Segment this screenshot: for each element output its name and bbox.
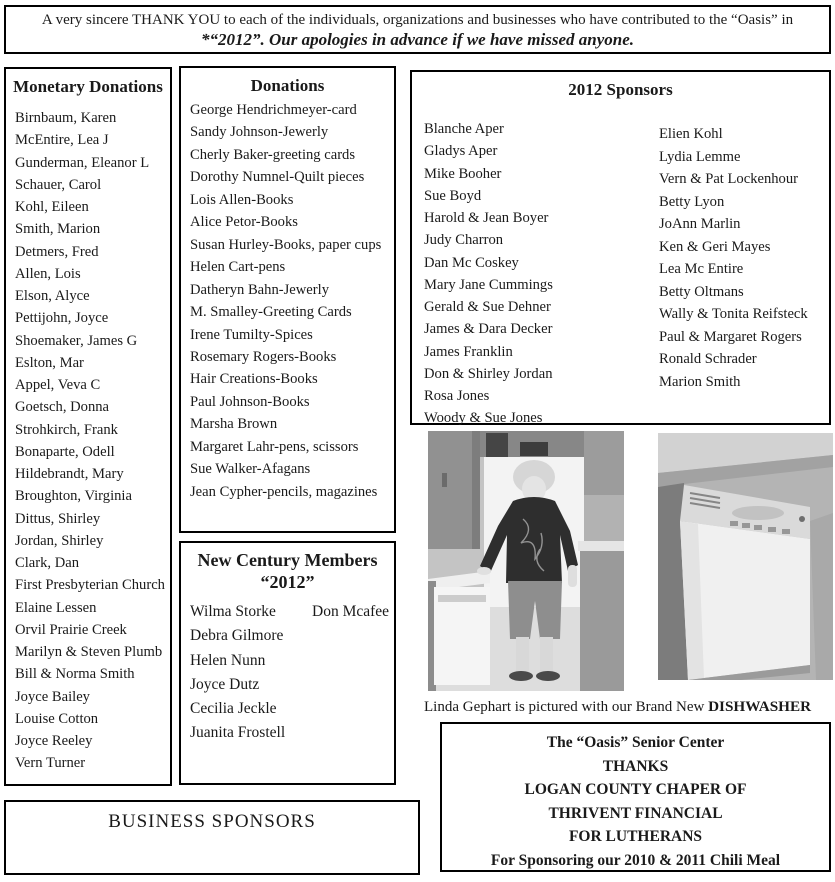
new-century-members-box	[179, 541, 396, 785]
list-item: Wilma Storke	[190, 603, 276, 620]
list-item: Gladys Aper	[424, 143, 498, 160]
list-item: Jean Cypher-pencils, magazines	[190, 483, 378, 500]
list-item: Marsha Brown	[190, 416, 278, 433]
list-item: Don & Shirley Jordan	[424, 365, 553, 382]
list-item: Alice Petor-Books	[190, 214, 298, 231]
list-item: Joyce Dutz	[190, 675, 260, 693]
list-item: Lea Mc Entire	[659, 261, 744, 277]
list-item: Wally & Tonita Reifsteck	[659, 306, 808, 322]
thanks-line: THANKS	[602, 757, 669, 775]
list-item: Sandy Johnson-Jewerly	[190, 124, 329, 141]
list-item: Betty Oltmans	[659, 283, 744, 300]
list-item: Louise Cotton	[15, 710, 99, 727]
list-item: Clark, Dan	[15, 555, 80, 571]
list-item: Betty Lyon	[659, 193, 725, 210]
list-item: Don Mcafee	[312, 603, 390, 620]
list-item: Shoemaker, James G	[15, 332, 138, 349]
photo-caption-text: Linda Gephart is pictured with our Brand New	[424, 699, 709, 715]
list-item: Dittus, Shirley	[15, 510, 101, 527]
dishwasher-photo	[658, 433, 833, 680]
list-item: Gerald & Sue Dehner	[424, 299, 551, 315]
list-item: Harold & Jean Boyer	[424, 210, 549, 226]
list-item: Jordan, Shirley	[15, 532, 104, 549]
list-item: Broughton, Virginia	[15, 488, 132, 505]
list-item: Datheryn Bahn-Jewerly	[190, 281, 329, 298]
donations-list	[181, 99, 394, 503]
list-item: Vern Turner	[15, 755, 86, 772]
list-item: George Hendrichmeyer-card	[190, 102, 357, 118]
list-item: Smith, Marion	[15, 221, 101, 238]
thrivent-thanks-box	[440, 722, 831, 872]
banner-line2: *“2012”. Our apologies in advance if we have missed anyone.	[200, 30, 634, 49]
list-item: Elien Kohl	[659, 126, 723, 142]
list-item: Rosa Jones	[424, 388, 490, 404]
monetary-donations-list	[6, 107, 170, 775]
list-item: Paul & Margaret Rogers	[659, 328, 802, 345]
donations-box	[179, 66, 396, 533]
photo-caption	[424, 698, 811, 716]
list-item: Ronald Schrader	[659, 351, 757, 367]
linda-gephart-photo	[428, 431, 624, 691]
list-item: Detmers, Fred	[15, 243, 99, 260]
list-item: Sue Boyd	[424, 187, 482, 204]
list-item: Debra Gilmore	[190, 627, 284, 645]
list-item: Sue Walker-Afagans	[190, 461, 311, 478]
sponsors-list-left	[424, 118, 553, 430]
list-item: Appel, Veva C	[15, 377, 101, 393]
list-item: Elaine Lessen	[15, 599, 97, 616]
list-item: Woody & Sue Jones	[424, 410, 543, 427]
list-item: Joyce Bailey	[15, 688, 90, 705]
list-item: Rosemary Rogers-Books	[190, 348, 337, 365]
thanks-line: LOGAN COUNTY CHAPER OF	[524, 781, 747, 798]
list-item: Kohl, Eileen	[15, 199, 89, 215]
new-century-columns	[181, 600, 394, 746]
list-item: James & Dara Decker	[424, 321, 553, 338]
list-item: Helen Nunn	[190, 651, 266, 669]
list-item: Vern & Pat Lockenhour	[659, 171, 799, 187]
list-item: Dorothy Numnel-Quilt pieces	[190, 169, 365, 186]
list-item: Gunderman, Eleanor L	[15, 154, 150, 171]
thanks-line: THRIVENT FINANCIAL	[548, 804, 723, 822]
list-item: M. Smalley-Greeting Cards	[190, 304, 352, 321]
list-item: McEntire, Lea J	[15, 132, 109, 149]
list-item: Schauer, Carol	[15, 176, 102, 193]
monetary-donations-box	[4, 67, 172, 786]
list-item: Strohkirch, Frank	[15, 421, 118, 438]
list-item: Cecilia Jeckle	[190, 700, 277, 718]
new-century-member-list-col2	[303, 600, 389, 624]
thank-you-banner	[4, 5, 831, 54]
list-item: Birnbaum, Karen	[15, 110, 117, 126]
photo-caption-bold: DISHWASHER	[708, 698, 812, 715]
list-item: Lydia Lemme	[659, 148, 741, 165]
list-item: Marilyn & Steven Plumb	[15, 644, 163, 660]
monetary-donations-title: Monetary Donations	[13, 77, 163, 96]
thanks-line: The “Oasis” Senior Center	[546, 734, 725, 751]
list-item: Goetsch, Donna	[15, 399, 110, 416]
list-item: Orvil Prairie Creek	[15, 621, 127, 638]
list-item: Dan Mc Coskey	[424, 254, 519, 271]
donations-title: Donations	[250, 76, 325, 95]
list-item: Joyce Reeley	[15, 733, 93, 749]
list-item: Helen Cart-pens	[190, 259, 286, 276]
business-sponsors-box	[4, 800, 420, 875]
thanks-line: FOR LUTHERANS	[568, 828, 703, 845]
list-item: Allen, Lois	[15, 265, 81, 282]
thanks-line: For Sponsoring our 2010 & 2011 Chili Meal	[490, 851, 781, 869]
new-century-title-line1: New Century Members	[197, 550, 378, 570]
list-item: Bill & Norma Smith	[15, 666, 135, 683]
list-item: Eslton, Mar	[15, 354, 84, 371]
list-item: JoAnn Marlin	[659, 216, 741, 232]
list-item: James Franklin	[424, 343, 513, 360]
sponsors-title: 2012 Sponsors	[568, 80, 673, 99]
list-item: Bonaparte, Odell	[15, 443, 115, 460]
list-item: Marion Smith	[659, 373, 741, 390]
list-item: Hildebrandt, Mary	[15, 466, 124, 482]
list-item: Paul Johnson-Books	[190, 393, 310, 410]
list-item: Irene Tumilty-Spices	[190, 326, 313, 343]
list-item: Ken & Geri Mayes	[659, 238, 771, 255]
list-item: Margaret Lahr-pens, scissors	[190, 438, 359, 455]
list-item: Elson, Alyce	[15, 288, 90, 304]
list-item: First Presbyterian Church	[15, 577, 165, 594]
list-item: Pettijohn, Joyce	[15, 310, 109, 327]
list-item: Lois Allen-Books	[190, 191, 294, 208]
sponsors-box	[410, 70, 831, 425]
list-item: Judy Charron	[424, 232, 504, 249]
new-century-title-line2: “2012”	[260, 572, 315, 592]
list-item: Juanita Frostell	[190, 724, 286, 742]
list-item: Blanche Aper	[424, 121, 504, 137]
sponsors-list-right	[659, 123, 808, 393]
list-item: Hair Creations-Books	[190, 371, 318, 388]
list-item: Susan Hurley-Books, paper cups	[190, 236, 382, 253]
banner-line1: A very sincere THANK YOU to each of the individuals, organizations and businesses who have contributed to the “Oasis” in	[41, 12, 794, 28]
list-item: Cherly Baker-greeting cards	[190, 146, 356, 163]
list-item: Mary Jane Cummings	[424, 276, 553, 293]
list-item: Mike Booher	[424, 165, 502, 182]
business-sponsors-title: BUSINESS SPONSORS	[108, 811, 316, 832]
